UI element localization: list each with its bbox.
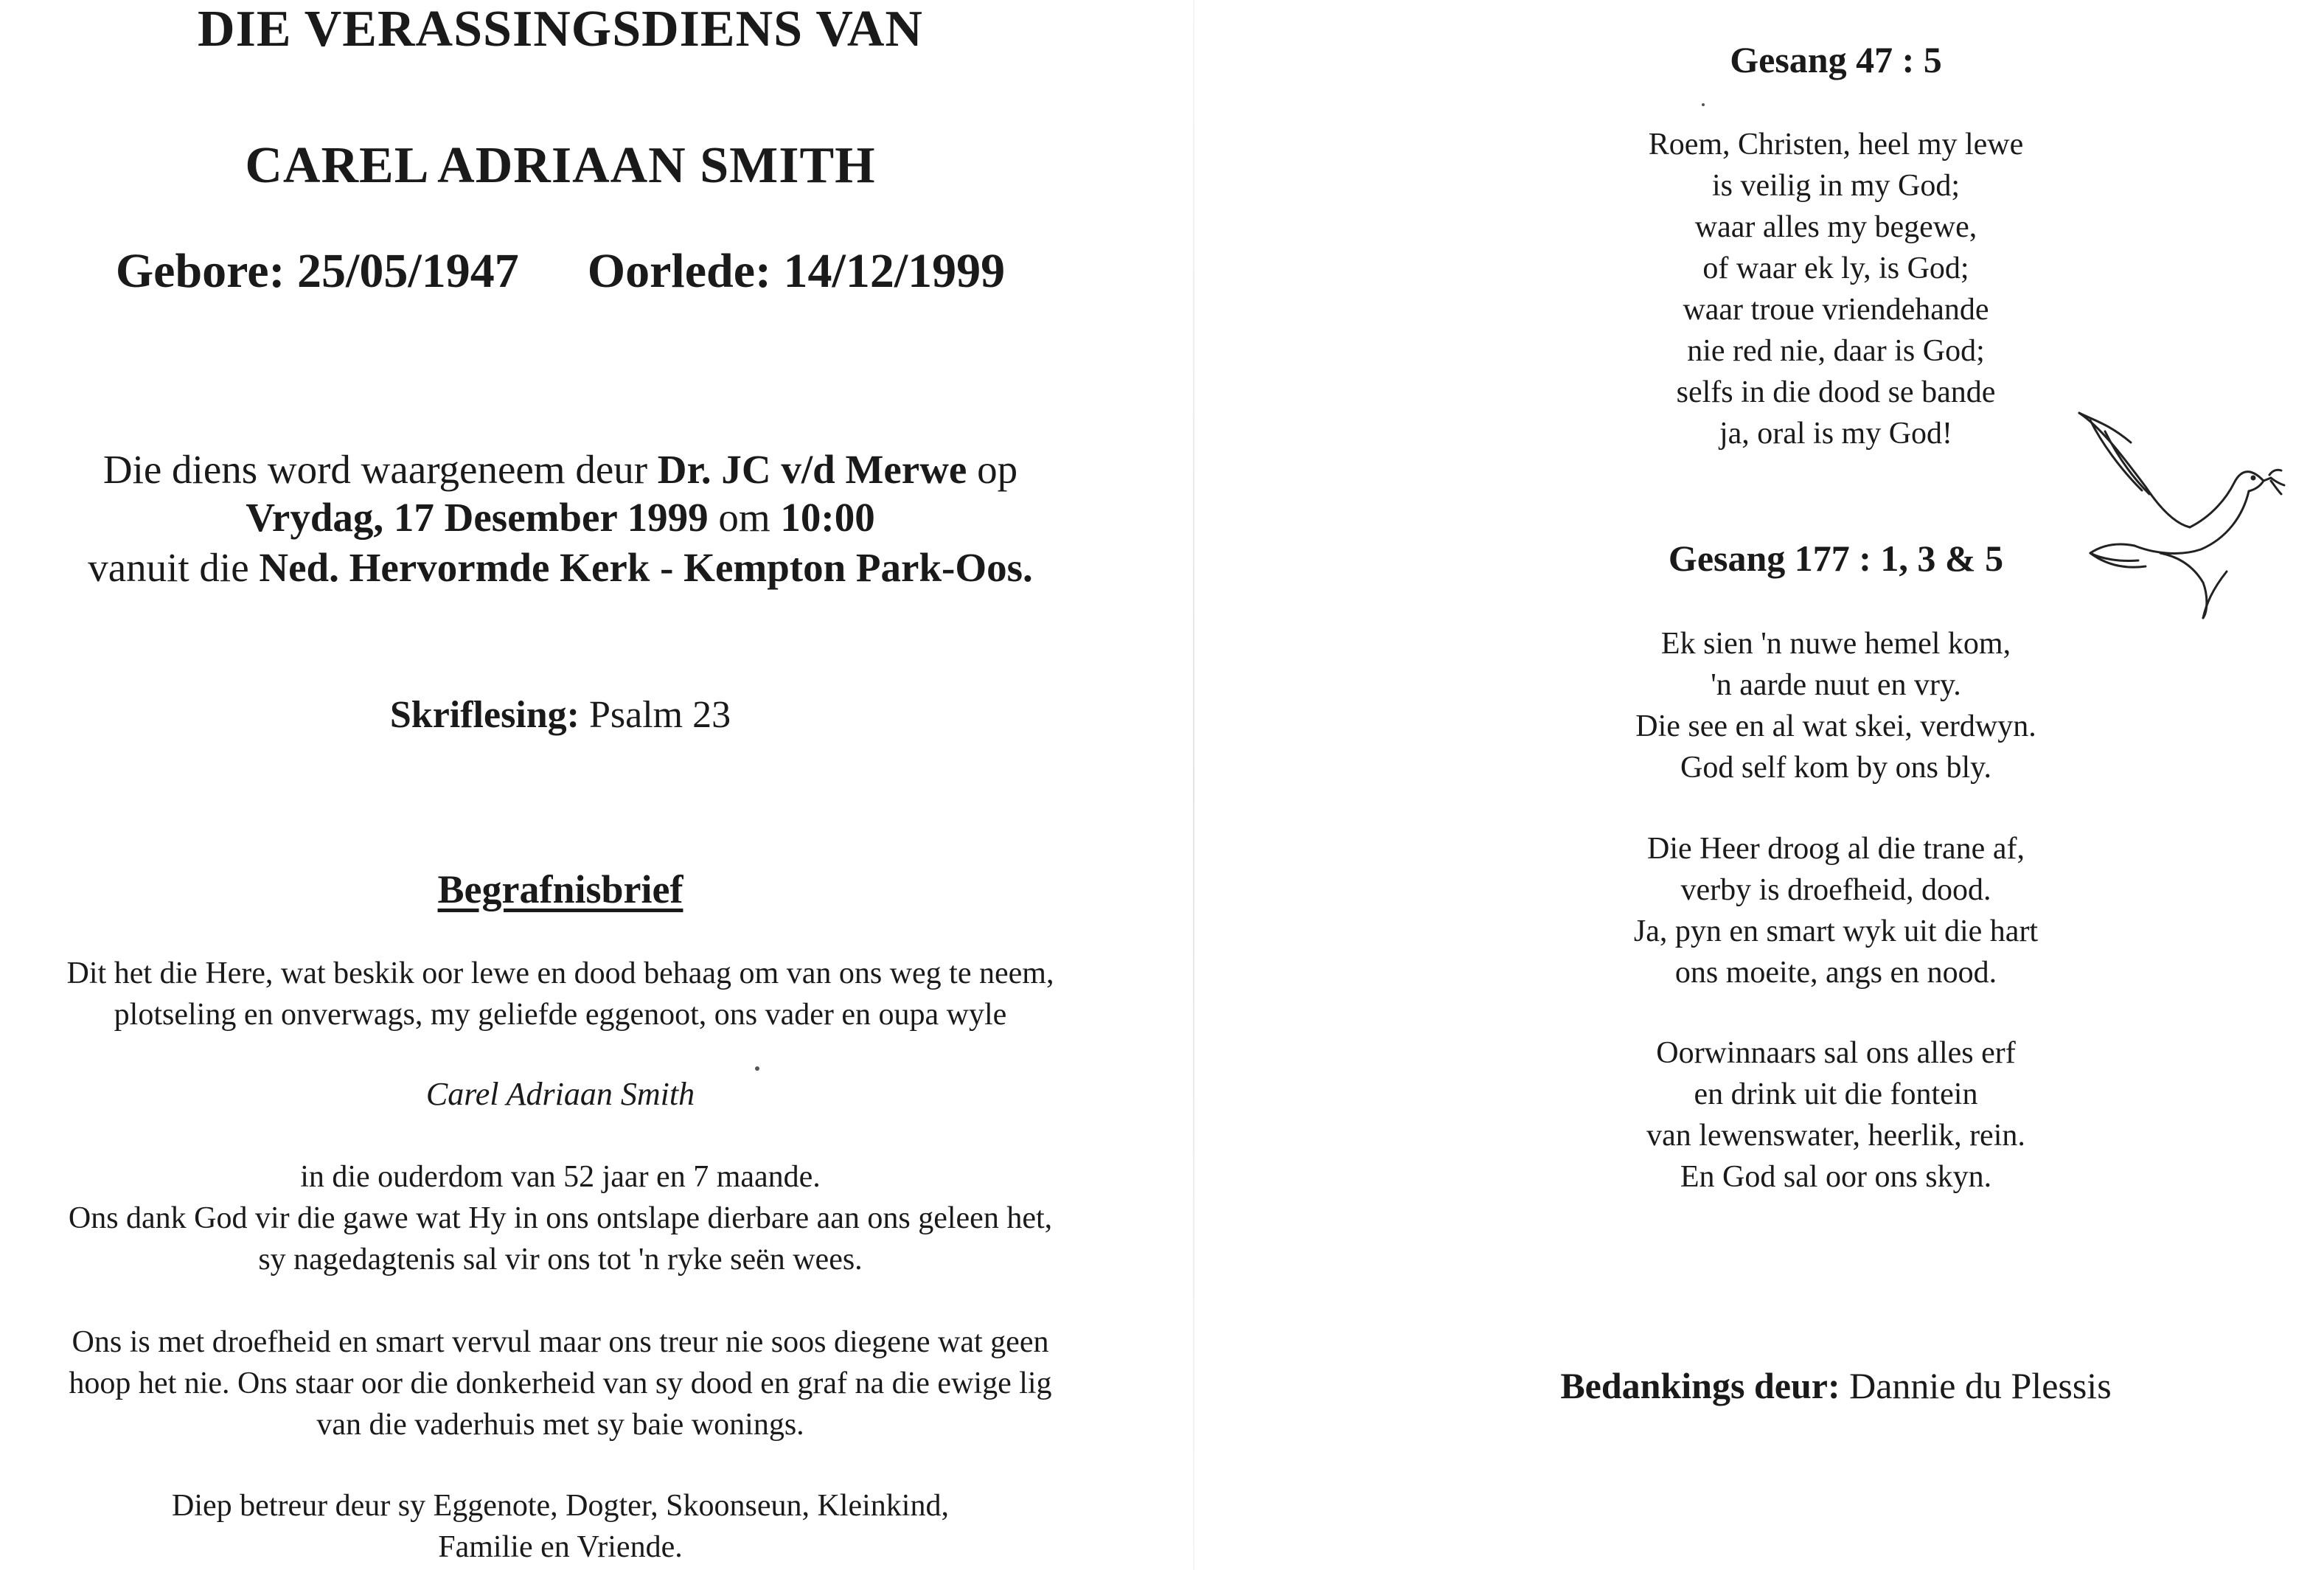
service-om: om: [708, 495, 781, 540]
service-line-1: [0, 446, 1121, 493]
hymn-2-line: ons moeite, angs en nood.: [1674, 956, 1997, 990]
life-dates: [0, 243, 1121, 299]
officiant: Dr. JC v/d Merwe: [657, 447, 967, 492]
hymn-2-line: verby is droefheid, dood.: [1680, 873, 1991, 907]
letter-deceased-name: Carel Adriaan Smith: [425, 1076, 695, 1112]
service-line-2: [0, 494, 1121, 541]
service-date: Vrydag, 17 Desember 1999: [246, 495, 709, 540]
service-vanuit: vanuit die: [88, 545, 260, 590]
service-line-3: [0, 544, 1121, 591]
hymn-2-line: en drink uit die fontein: [1694, 1077, 1978, 1111]
hymn-1-line: is veilig in my God;: [1712, 169, 1960, 203]
title-line-1: DIE VERASSINGSDIENS VAN: [198, 1, 923, 58]
service-intro: Die diens word waargeneem deur: [102, 447, 658, 492]
hymn-2-line: van lewenswater, heerlik, rein.: [1646, 1119, 2025, 1153]
letter-line: Diep betreur deur sy Eggenote, Dogter, Skoonseun, Kleinkind,: [172, 1489, 949, 1523]
scan-speck: [1702, 103, 1705, 106]
hymn-2-line: Die Heer droog al die trane af,: [1647, 832, 2025, 866]
letter-line: in die ouderdom van 52 jaar en 7 maande.: [300, 1160, 821, 1194]
hymn-2-line: Die see en al wat skei, verdwyn.: [1635, 709, 2036, 743]
church-name: Ned. Hervormde Kerk - Kempton Park-Oos.: [259, 545, 1033, 590]
letter-line: van die vaderhuis met sy baie wonings.: [316, 1408, 804, 1442]
dove-with-olive-branch-icon: [2050, 398, 2286, 619]
born-label: Gebore:: [115, 244, 285, 298]
died-label: Oorlede:: [587, 244, 771, 298]
thanks-line: [1180, 1364, 2324, 1407]
service-time: 10:00: [780, 495, 875, 540]
hymn-1-line: waar troue vriendehande: [1683, 293, 1989, 327]
scripture-reading: [0, 693, 1121, 737]
service-op: op: [967, 447, 1018, 492]
letter-line: Dit het die Here, wat beskik oor lewe en dood behaag om van ons weg te neem,: [66, 956, 1054, 990]
letter-line: Ons dank God vir die gawe wat Hy in ons ontslape dierbare aan ons geleen het,: [68, 1201, 1053, 1235]
died-date: 14/12/1999: [783, 244, 1006, 298]
letter-line: hoop het nie. Ons staar oor die donkerheid van sy dood en graf na die ewige lig: [69, 1366, 1052, 1400]
hymn-2-title: Gesang 177 : 1, 3 & 5: [1668, 538, 2004, 579]
hymn-1-line: nie red nie, daar is God;: [1687, 334, 1985, 368]
hymn-1-line: Roem, Christen, heel my lewe: [1648, 128, 2024, 161]
hymn-2-line: God self kom by ons bly.: [1680, 751, 1991, 785]
scan-speck: [755, 1066, 759, 1071]
hymn-2-line: Ja, pyn en smart wyk uit die hart: [1633, 914, 2039, 948]
reading-label: Skriflesing:: [389, 694, 580, 736]
reading-value: Psalm 23: [580, 694, 731, 736]
hymn-2-line: 'n aarde nuut en vry.: [1711, 668, 1961, 702]
deceased-name-heading: CAREL ADRIAAN SMITH: [245, 137, 876, 194]
letter-line: Familie en Vriende.: [438, 1530, 683, 1564]
thanks-name: Dannie du Plessis: [1840, 1365, 2112, 1406]
letter-line: Ons is met droefheid en smart vervul maar ons treur nie soos diegene wat geen: [72, 1325, 1049, 1359]
born-date: 25/05/1947: [297, 244, 519, 298]
hymn-1-line: ja, oral is my God!: [1719, 417, 1953, 451]
hymn-2-line: Oorwinnaars sal ons alles erf: [1656, 1036, 2016, 1070]
letter-line: plotseling en onverwags, my geliefde eggenoot, ons vader en oupa wyle: [114, 998, 1007, 1032]
hymn-1-title: Gesang 47 : 5: [1730, 39, 1942, 80]
hymn-1-line: waar alles my begewe,: [1694, 210, 1977, 244]
hymn-1-line: of waar ek ly, is God;: [1702, 251, 1969, 285]
thanks-label: Bedankings deur:: [1560, 1365, 1840, 1406]
letter-line: sy nagedagtenis sal vir ons tot 'n ryke seën wees.: [258, 1243, 863, 1277]
right-page: [1180, 0, 2324, 1570]
hymn-2-line: Ek sien 'n nuwe hemel kom,: [1660, 627, 2011, 661]
letter-heading: Begrafnisbrief: [437, 867, 683, 911]
hymn-1-line: selfs in die dood se bande: [1676, 375, 1996, 409]
hymn-2-line: En God sal oor ons skyn.: [1680, 1160, 1992, 1194]
